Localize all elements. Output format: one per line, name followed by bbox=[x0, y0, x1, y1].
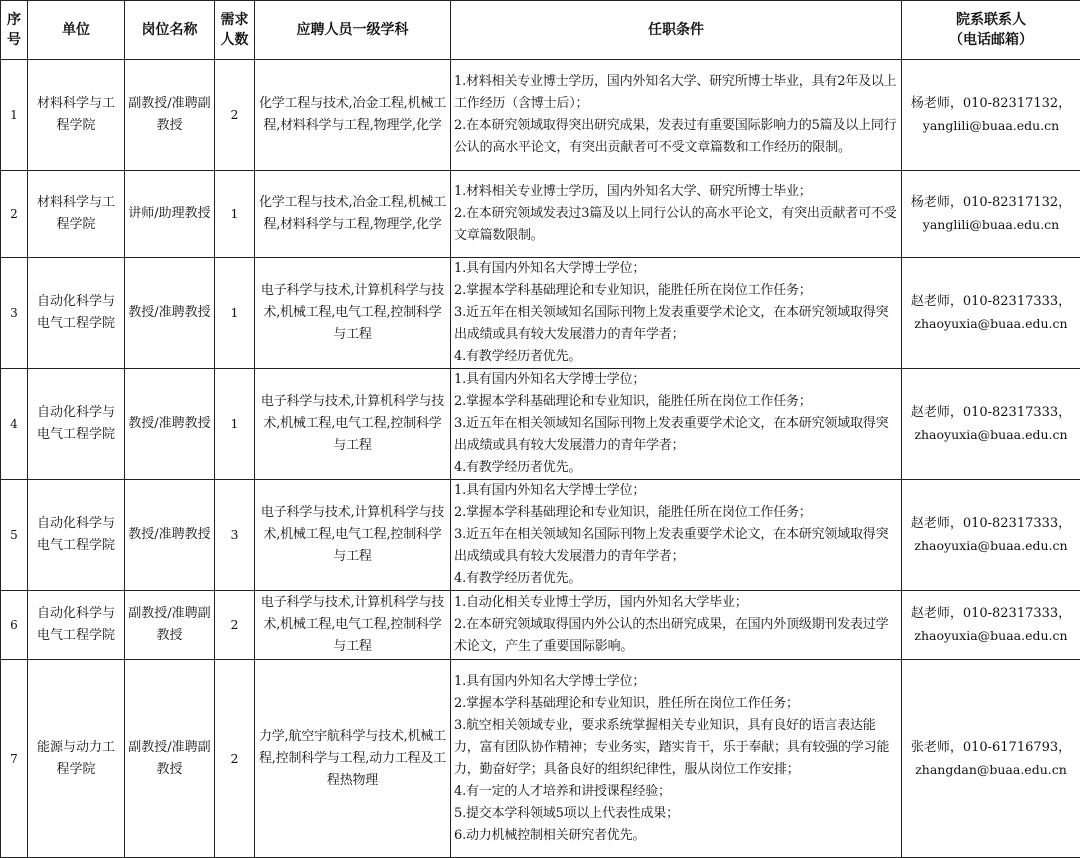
unit-cell: 材料科学与工程学院 bbox=[28, 60, 125, 171]
requirement-line: 1.具有国内外知名大学博士学位； bbox=[454, 372, 646, 387]
requirement-line: 2.在本研究领域取得国内外公认的杰出研究成果，在国内外顶级期刊发表过学术论文，产生了重要国际影响。 bbox=[454, 617, 889, 654]
table-row bbox=[1, 258, 1080, 369]
position-cell: 教授/准聘教授 bbox=[125, 480, 215, 591]
header-index: 序 号 bbox=[1, 1, 28, 60]
contact-cell bbox=[902, 258, 1080, 369]
contact-cell bbox=[902, 591, 1080, 660]
subject-cell: 化学工程与技术,冶金工程,机械工程,材料科学与工程,物理学,化学 bbox=[255, 171, 451, 258]
requirement-line: 3.近五年在相关领域知名国际刊物上发表重要学术论文，在本研究领域取得突出成绩或具有较大发展潜力的青年学者； bbox=[454, 416, 889, 453]
requirements-cell bbox=[451, 60, 902, 171]
count-cell: 2 bbox=[215, 60, 255, 171]
requirement-line: 5.提交本学科领域5项以上代表性成果； bbox=[454, 805, 679, 821]
unit-cell: 自动化科学与电气工程学院 bbox=[28, 480, 125, 591]
contact-email: yanglili@buaa.edu.cn bbox=[922, 217, 1060, 232]
row-index: 1 bbox=[1, 60, 28, 171]
requirement-line: 1.材料相关专业博士学历，国内外知名大学、研究所博士毕业； bbox=[454, 184, 812, 199]
requirement-line: 3.近五年在相关领域知名国际刊物上发表重要学术论文，在本研究领域取得突出成绩或具有较大发展潜力的青年学者； bbox=[454, 305, 889, 342]
requirement-line: 4.有一定的人才培养和讲授课程经验； bbox=[454, 783, 671, 799]
contact-cell bbox=[902, 171, 1080, 258]
contact-cell bbox=[902, 480, 1080, 591]
contact-email: zhaoyuxia@buaa.edu.cn bbox=[914, 427, 1068, 442]
requirement-line: 6.动力机械控制相关研究者优先。 bbox=[454, 827, 646, 843]
table-row bbox=[1, 480, 1080, 591]
contact-email: zhaoyuxia@buaa.edu.cn bbox=[914, 628, 1068, 643]
contact-name: 赵老师，010-82317333， bbox=[910, 294, 1072, 309]
header-unit: 单位 bbox=[28, 1, 125, 60]
table-row bbox=[1, 591, 1080, 660]
requirement-line: 4.有教学经历者优先。 bbox=[454, 349, 582, 364]
requirement-line: 1.具有国内外知名大学博士学位； bbox=[454, 673, 646, 689]
requirement-line: 2.掌握本学科基础理论和专业知识，能胜任所在岗位工作任务； bbox=[454, 394, 812, 409]
contact-cell bbox=[902, 369, 1080, 480]
contact-email: zhangdan@buaa.edu.cn bbox=[915, 761, 1067, 777]
subject-cell: 电子科学与技术,计算机科学与技术,机械工程,电气工程,控制科学与工程 bbox=[255, 369, 451, 480]
count-cell: 2 bbox=[215, 591, 255, 660]
contact-name: 张老师，010-61716793， bbox=[910, 739, 1072, 755]
count-cell: 3 bbox=[215, 480, 255, 591]
requirement-line: 2.掌握本学科基础理论和专业知识，能胜任所在岗位工作任务； bbox=[454, 505, 812, 520]
position-cell: 副教授/准聘副教授 bbox=[125, 660, 215, 858]
header-requirements: 任职条件 bbox=[451, 1, 902, 60]
table-header bbox=[1, 1, 1080, 60]
contact-cell bbox=[902, 660, 1080, 858]
unit-cell: 自动化科学与电气工程学院 bbox=[28, 369, 125, 480]
position-cell: 副教授/准聘副教授 bbox=[125, 591, 215, 660]
contact-email: yanglili@buaa.edu.cn bbox=[922, 118, 1060, 133]
contact-name: 杨老师，010-82317132， bbox=[910, 96, 1072, 111]
requirement-line: 2.在本研究领域发表过3篇及以上同行公认的高水平论文，有突出贡献者可不受文章篇数限制。 bbox=[454, 206, 897, 243]
requirement-line: 4.有教学经历者优先。 bbox=[454, 571, 582, 586]
requirement-line: 1.自动化相关专业博士学历，国内外知名大学毕业； bbox=[454, 595, 748, 610]
requirement-line: 3.近五年在相关领域知名国际刊物上发表重要学术论文，在本研究领域取得突出成绩或具有较大发展潜力的青年学者； bbox=[454, 527, 889, 564]
requirement-line: 4.有教学经历者优先。 bbox=[454, 460, 582, 475]
requirement-line: 1.具有国内外知名大学博士学位； bbox=[454, 261, 646, 276]
requirement-line: 1.材料相关专业博士学历，国内外知名大学、研究所博士毕业，具有2年及以上工作经历（含博士后）； bbox=[454, 74, 897, 111]
position-cell: 副教授/准聘副教授 bbox=[125, 60, 215, 171]
requirement-line: 2.掌握本学科基础理论和专业知识，能胜任所在岗位工作任务； bbox=[454, 283, 812, 298]
contact-cell bbox=[902, 60, 1080, 171]
requirement-line: 3.航空相关领域专业，要求系统掌握相关专业知识，具有良好的语言表达能力，富有团队协作精神；专业务实，踏实肯干，乐于奉献；具有较强的学习能力，勤奋好学；具备良好的组织纪律性，服从岗位工作安排； bbox=[454, 717, 890, 777]
count-cell: 1 bbox=[215, 258, 255, 369]
contact-name: 杨老师，010-82317132， bbox=[910, 195, 1072, 210]
requirements-cell bbox=[451, 660, 902, 858]
contact-name: 赵老师，010-82317333， bbox=[910, 516, 1072, 531]
row-index: 3 bbox=[1, 258, 28, 369]
position-cell: 教授/准聘教授 bbox=[125, 369, 215, 480]
subject-cell: 电子科学与技术,计算机科学与技术,机械工程,电气工程,控制科学与工程 bbox=[255, 591, 451, 660]
row-index: 4 bbox=[1, 369, 28, 480]
subject-cell: 电子科学与技术,计算机科学与技术,机械工程,电气工程,控制科学与工程 bbox=[255, 480, 451, 591]
row-index: 7 bbox=[1, 660, 28, 858]
table-row bbox=[1, 660, 1080, 858]
unit-cell: 能源与动力工程学院 bbox=[28, 660, 125, 858]
header-position: 岗位名称 bbox=[125, 1, 215, 60]
contact-email: zhaoyuxia@buaa.edu.cn bbox=[914, 316, 1068, 331]
table-row bbox=[1, 369, 1080, 480]
contact-name: 赵老师，010-82317333， bbox=[910, 606, 1072, 621]
table-row bbox=[1, 171, 1080, 258]
table-row bbox=[1, 60, 1080, 171]
position-cell: 讲师/助理教授 bbox=[125, 171, 215, 258]
requirements-cell bbox=[451, 258, 902, 369]
unit-cell: 材料科学与工程学院 bbox=[28, 171, 125, 258]
subject-cell: 电子科学与技术,计算机科学与技术,机械工程,电气工程,控制科学与工程 bbox=[255, 258, 451, 369]
header-subject: 应聘人员一级学科 bbox=[255, 1, 451, 60]
requirement-line: 1.具有国内外知名大学博士学位； bbox=[454, 483, 646, 498]
subject-cell: 力学,航空宇航科学与技术,机械工程,控制科学与工程,动力工程及工程热物理 bbox=[255, 660, 451, 858]
contact-name: 赵老师，010-82317333， bbox=[910, 405, 1072, 420]
position-cell: 教授/准聘教授 bbox=[125, 258, 215, 369]
row-index: 2 bbox=[1, 171, 28, 258]
header-contact: 院系联系人 （电话邮箱） bbox=[902, 1, 1080, 60]
contact-email: zhaoyuxia@buaa.edu.cn bbox=[914, 538, 1068, 553]
subject-cell: 化学工程与技术,冶金工程,机械工程,材料科学与工程,物理学,化学 bbox=[255, 60, 451, 171]
count-cell: 2 bbox=[215, 660, 255, 858]
row-index: 5 bbox=[1, 480, 28, 591]
count-cell: 1 bbox=[215, 369, 255, 480]
unit-cell: 自动化科学与电气工程学院 bbox=[28, 258, 125, 369]
requirements-cell bbox=[451, 591, 902, 660]
header-count: 需求 人数 bbox=[215, 1, 255, 60]
row-index: 6 bbox=[1, 591, 28, 660]
table-body bbox=[1, 60, 1080, 858]
requirements-cell bbox=[451, 171, 902, 258]
header-row bbox=[1, 1, 1080, 60]
unit-cell: 自动化科学与电气工程学院 bbox=[28, 591, 125, 660]
requirement-line: 2.在本研究领域取得突出研究成果，发表过有重要国际影响力的5篇及以上同行公认的高水平论文，有突出贡献者可不受文章篇数和工作经历的限制。 bbox=[454, 118, 897, 155]
count-cell: 1 bbox=[215, 171, 255, 258]
requirements-cell bbox=[451, 480, 902, 591]
requirements-cell bbox=[451, 369, 902, 480]
requirement-line: 2.掌握本学科基础理论和专业知识，胜任所在岗位工作任务； bbox=[454, 695, 799, 711]
